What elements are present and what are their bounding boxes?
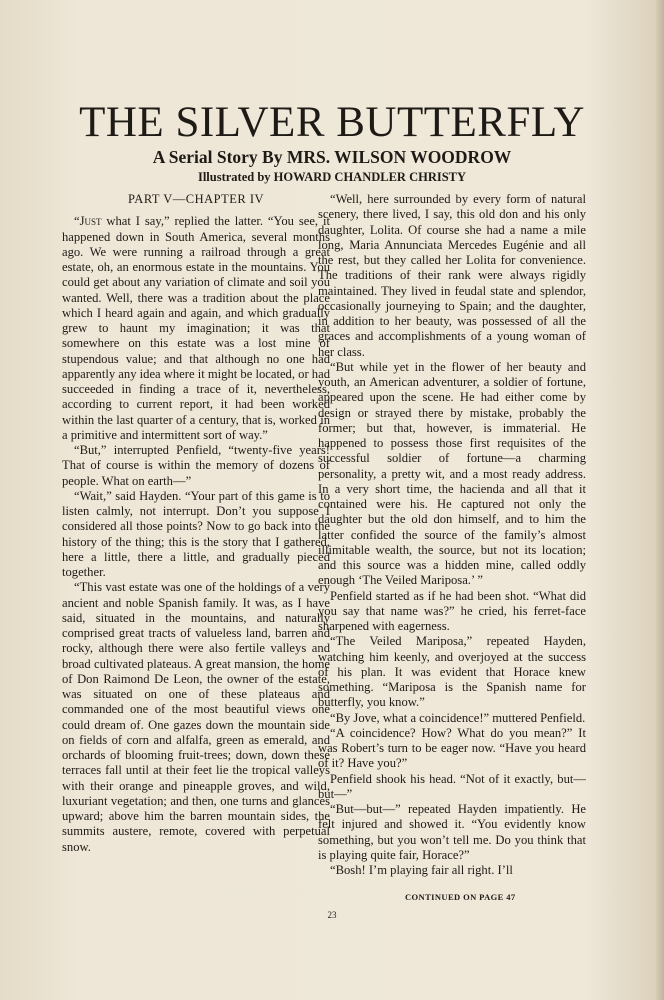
right-paragraph-9: “Bosh! I’m playing fair all right. I’ll <box>330 863 513 877</box>
right-paragraph-8: “But—but—” repeated Hayden impatiently. He felt injured and showed it. “You evidently know something, but you won’t tell me. Do you think that is playing quite fair, Horace?” <box>318 802 586 862</box>
right-paragraph-6: “A coincidence? How? What do you mean?” It was Robert’s turn to be eager now. “Have you heard of it? Have you?” <box>318 725 586 771</box>
left-paragraph-1 <box>62 214 330 443</box>
part-heading: PART V—CHAPTER IV <box>127 192 265 206</box>
right-column <box>318 192 586 878</box>
left-paragraph-4: “This vast estate was one of the holdings of a very ancient and noble Spanish family. It was, as I have said, situated in the mountains, and naturally comprised great tracts of valueless land, barren and rocky, although there were also fertile valleys and broad cultivated plateaus. A great mansion, the home of Don Raimond De Leon, the owner of the estate, was situated on one of these plateaus and commanded one of the most beautiful views one could dream of. One gazes down the mountain side on fields of corn and alfalfa, green as emerald, and orchards of blooming fruit-trees; down, down these terraces fall until at their feet lie the tropical valleys with their orange and pineapple groves, and wild, luxuriant vegetation; and then, one turns and glances upward; above him the barren mountain sides, the summits austere, remote, covered with perpetual snow. <box>62 580 330 854</box>
right-paragraph-7: Penfield shook his head. “Not of it exactly, but—but—” <box>318 771 586 801</box>
story-title: THE SILVER BUTTERFLY <box>79 99 585 146</box>
story-byline: A Serial Story By MRS. WILSON WOODROW <box>152 147 512 167</box>
right-paragraph-4: “The Veiled Mariposa,” repeated Hayden, watching him keenly, and overjoyed at the success of his plan. It was evident that Horace knew something. “Mariposa is the Spanish name for butterfly, you know.” <box>318 634 586 710</box>
right-paragraph-2: “But while yet in the flower of her beauty and youth, an American adventurer, a soldier of fortune, appeared upon the scene. He had either come by design or strayed there by mistake, probably the former; but that, however, is immaterial. He happened to possess those first requisites of the successful soldier of fortune—a charming personality, a pretty wit, and a most ready address. In a very short time, the hacienda and all that it contained were his. He captured not only the daughter but the old don himself, and to him the latter confided the source of the family’s almost illimitable wealth, the source, but not its location; and this source was a hidden mine, called oddly enough ‘The Veiled Mariposa.’ ” <box>318 359 586 588</box>
left-paragraph-3: “Wait,” said Hayden. “Your part of this game is to listen calmly, not interrupt. Don’t you suppose I considered all those points? Now to go back into the history of the thing; this is the story that I gathered, here a little, there a little, and gradually pieced together. <box>62 488 330 579</box>
opening-words: “Just <box>74 214 102 229</box>
left-paragraph-2: “But,” interrupted Penfield, “twenty-five years! That of course is within the memory of dozens of people. What on earth—” <box>62 443 330 488</box>
continued-note: CONTINUED ON PAGE 47 <box>405 892 516 902</box>
right-paragraph-1: “Well, here surrounded by every form of natural scenery, there lived, I say, this old don and his only daughter, Lolita. Of course she had a name a mile long, Maria Annunciata Mercedes Eugénie and all the rest, but they called her Lolita for convenience. The traditions of their rank were always rigidly maintained. They lived in feudal state and splendor, occasionally journeying to Spain; and the daughter, in addition to her beauty, was possessed of all the graces and accomplishments of a young woman of her class. <box>318 192 586 359</box>
illustrator-credit: Illustrated by HOWARD CHANDLER CHRISTY <box>197 170 467 184</box>
right-paragraph-3: Penfield started as if he had been shot. “What did you say that name was?” he cried, his ferret-face sharpened with eagerness. <box>318 588 586 633</box>
page-number: 23 <box>327 910 337 920</box>
left-paragraph-1-text: what I say,” replied the latter. “You see, it happened down in South America, several months ago. We were running a railroad through a great estate, oh, an enormous estate in the mountains. You could get about any variation of climate and soil you wanted. Well, there was a tradition about the place which I heard again and again, and which gradually grew to haunt my imagination; it was that somewhere on this estate was a lost mine of stupendous value; and that although no one had apparently any idea where it might be located, or had succeeded in finding a trace of it, nevertheless, according to current report, it had been worked within the last quarter of a century, that is, worked in a primitive and intermittent sort of way.” <box>62 214 330 442</box>
left-column <box>62 192 330 855</box>
right-paragraph-5: “By Jove, what a coincidence!” muttered Penfield. <box>330 710 586 725</box>
